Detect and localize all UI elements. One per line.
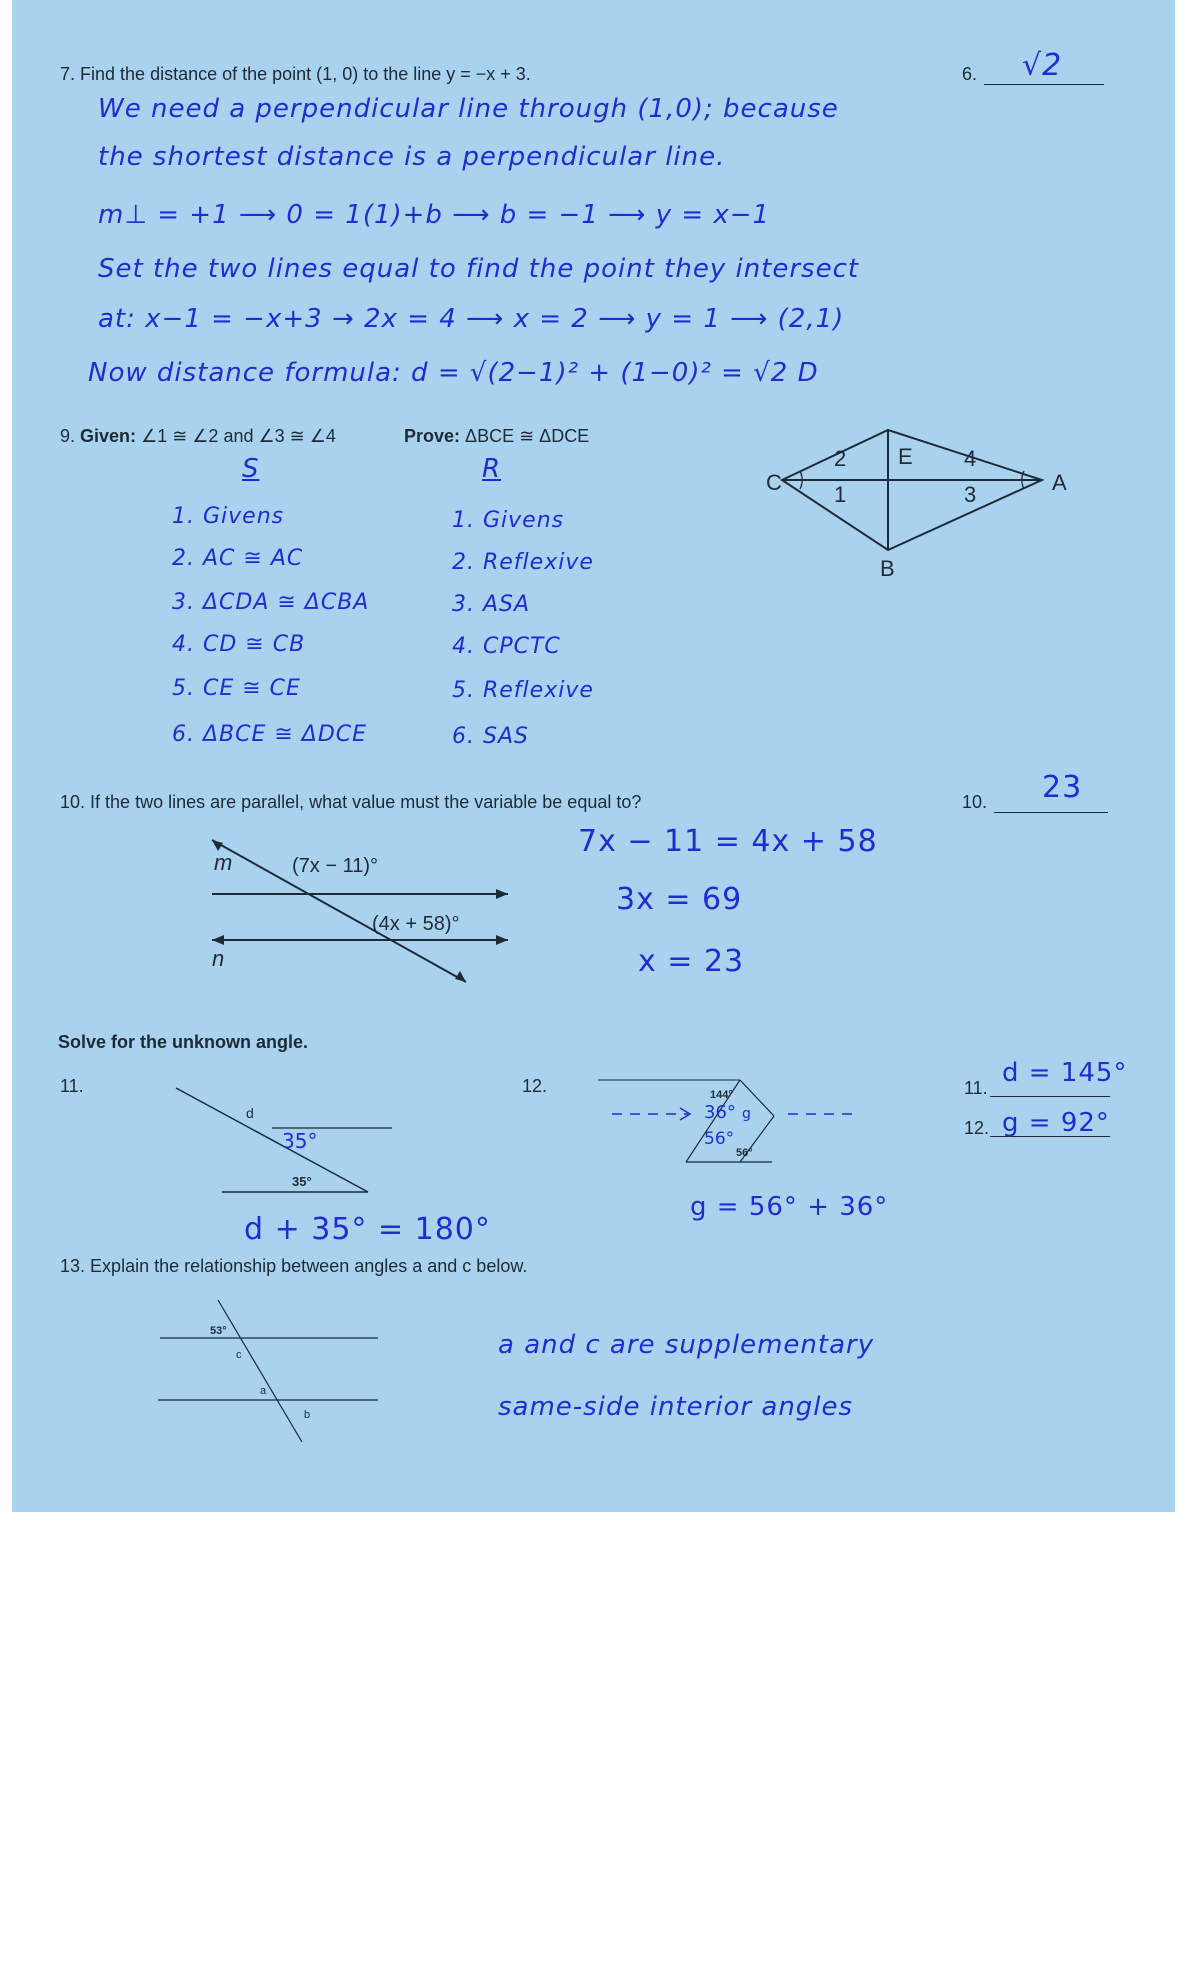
q10-arrow-m [496, 889, 508, 899]
q10-angle-1: (7x − 11)° [292, 855, 378, 877]
q7-answer-label: 6. [962, 64, 978, 84]
q10-answer-line [994, 812, 1108, 813]
q7-number: 7. [60, 64, 76, 84]
q9-reason-4: 4. CPCTC [452, 634, 561, 659]
q10-work-3: x = 23 [638, 944, 745, 979]
q9-label-b: B [880, 556, 895, 581]
q9-given-text: ∠1 ≅ ∠2 and ∠3 ≅ ∠4 [141, 426, 336, 446]
q9-statement-4: 4. CD ≅ CB [172, 632, 306, 657]
q13-transversal [218, 1300, 302, 1442]
q13-answer-line-1: a and c are supplementary [498, 1330, 875, 1360]
q11-hand-angle: 35° [282, 1129, 318, 1153]
q9-reasons-header: R [482, 454, 502, 484]
q9-statement-5: 5. CE ≅ CE [172, 676, 301, 701]
q12-angle-56: 56° [736, 1147, 753, 1159]
q9-reason-5: 5. Reflexive [452, 678, 594, 703]
q13-label-b: b [304, 1409, 311, 1421]
q13-answer-line-2: same-side interior angles [498, 1392, 854, 1422]
q9-reason-2: 2. Reflexive [452, 550, 594, 575]
q10-work-2: 3x = 69 [616, 882, 743, 917]
q12-angle-144: 144° [710, 1089, 733, 1101]
q10-label-n: n [212, 946, 225, 971]
q9-angle-4: 4 [964, 446, 977, 471]
q11-answer-line [990, 1096, 1110, 1097]
q12-hand-g: g [742, 1106, 751, 1122]
q9-label-e: E [898, 444, 913, 469]
q10-answer-label: 10. [962, 792, 988, 812]
q9-prove-text: ΔBCE ≅ ΔDCE [465, 426, 590, 446]
q10-number: 10. [60, 792, 86, 812]
q9-given [60, 426, 336, 447]
q13-angle-53: 53° [210, 1325, 227, 1337]
q10-label-m: m [214, 850, 233, 875]
q10-arrow-transversal-bottom [455, 971, 466, 982]
q10-parallel-lines-figure [192, 836, 522, 986]
q12-figure [592, 1076, 872, 1166]
q12-answer: g = 92° [1002, 1108, 1110, 1138]
q10-arrow-n-right [496, 935, 508, 945]
q9-reason-1: 1. Givens [452, 508, 565, 533]
q9-reason-6: 6. SAS [452, 724, 529, 749]
q7-answer: √2 [1022, 48, 1063, 83]
q9-statement-3: 3. ΔCDA ≅ ΔCBA [172, 590, 370, 615]
q7-work-line-5: at: x−1 = −x+3 → 2x = 4 ⟶ x = 2 ⟶ y = 1 ⟶ (2,1) [98, 304, 845, 334]
q7-work-line-4: Set the two lines equal to find the point they intersect [98, 254, 860, 284]
q9-kite-figure [752, 430, 1092, 590]
q11-answer-label: 11. [964, 1078, 988, 1098]
q10-work-1: 7x − 11 = 4x + 58 [578, 824, 878, 859]
q12-work: g = 56° + 36° [690, 1192, 889, 1222]
q9-statement-6: 6. ΔBCE ≅ ΔDCE [172, 722, 368, 747]
q13-number: 13. [60, 1256, 86, 1276]
q11-number: 11. [60, 1076, 84, 1096]
q9-number: 9. [60, 426, 76, 446]
q13-label-a: a [260, 1385, 267, 1397]
q11-work: d + 35° = 180° [244, 1212, 491, 1247]
q9-given-label: Given: [80, 426, 137, 446]
q13-text: Explain the relationship between angles a and c below. [90, 1256, 528, 1276]
q12-hand-36: 36° [704, 1102, 736, 1123]
q10-arrow-n-left [212, 935, 224, 945]
q7-work-line-3: m⊥ = +1 ⟶ 0 = 1(1)+b ⟶ b = −1 ⟶ y = x−1 [98, 200, 771, 230]
q11-transversal [176, 1088, 368, 1192]
q9-statement-2: 2. AC ≅ AC [172, 546, 304, 571]
q7-prompt [60, 64, 531, 85]
q12-hand-56: 56° [704, 1129, 735, 1149]
q11-angle-35: 35° [292, 1174, 312, 1189]
q13-label-c: c [236, 1349, 242, 1361]
q10-text: If the two lines are parallel, what value must the variable be equal to? [90, 792, 642, 812]
q9-statements-header: S [242, 454, 260, 484]
worksheet-page [12, 0, 1175, 1512]
q12-answer-label: 12. [964, 1118, 990, 1138]
q13-prompt [60, 1256, 527, 1277]
q9-angle-1: 1 [834, 482, 847, 507]
q9-reason-3: 3. ASA [452, 592, 531, 617]
q7-text: Find the distance of the point (1, 0) to the line y = −x + 3. [80, 64, 531, 84]
q7-work-line-2: the shortest distance is a perpendicular line. [98, 142, 726, 172]
q12-number: 12. [522, 1076, 548, 1096]
q13-figure [152, 1296, 392, 1446]
q9-label-c: C [766, 470, 782, 495]
q9-angle-3: 3 [964, 482, 977, 507]
q9-prove [404, 426, 589, 447]
q11-figure [162, 1084, 402, 1204]
solve-heading: Solve for the unknown angle. [58, 1032, 309, 1052]
q7-work-line-6: Now distance formula: d = √(2−1)² + (1−0)² = √2 D [88, 358, 819, 388]
q9-statement-1: 1. Givens [172, 504, 285, 529]
q10-angle-2: (4x + 58)° [372, 913, 460, 935]
q10-prompt [60, 792, 641, 813]
q9-angle-2: 2 [834, 446, 847, 471]
q9-label-a: A [1052, 470, 1067, 495]
q11-answer: d = 145° [1002, 1058, 1128, 1088]
q9-prove-label: Prove: [404, 426, 461, 446]
q11-label-d: d [246, 1105, 254, 1121]
q7-work-line-1: We need a perpendicular line through (1,0); because [98, 94, 839, 124]
q7-answer-line [984, 84, 1104, 85]
q10-answer: 23 [1042, 770, 1083, 805]
